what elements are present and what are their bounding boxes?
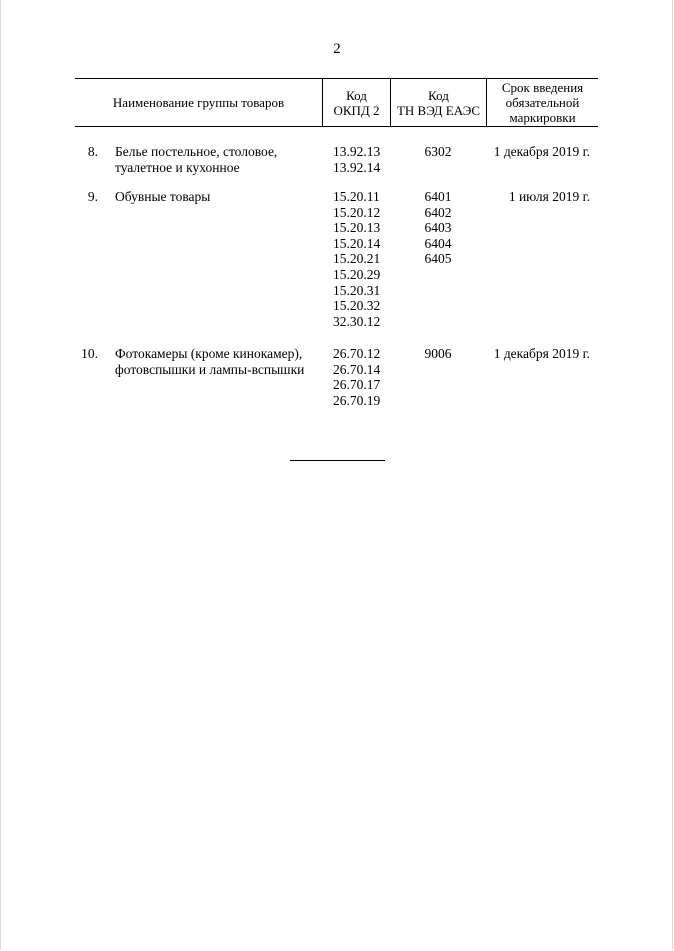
tnved-code: 6405 [424,251,452,267]
tnved-code: 6404 [424,235,452,251]
tnved-code: 6302 [424,144,452,159]
tnved-code: 6401 [424,189,452,204]
row-name: Белье постельное, столовое, туалетное и кухонное [115,144,278,175]
okpd-code: 15.20.21 [333,251,381,267]
row-number: 8. [87,144,98,159]
row-tnved-codes [408,189,468,267]
okpd-code: 15.20.14 [333,235,381,251]
okpd-code: 26.70.14 [333,361,381,377]
row-name: Фотокамеры (кроме кинокамер), фотовспышки и лампы-вспышки [115,346,305,377]
header-tnved: Код ТН ВЭД ЕАЭС [396,87,481,118]
row-number: 10. [81,346,98,361]
tnved-code: 9006 [424,346,452,361]
row-okpd-codes [333,189,393,329]
row-okpd-codes [333,144,393,175]
okpd-code: 15.20.31 [333,282,381,298]
row-date: 1 декабря 2019 г. [493,346,590,361]
okpd-code: 26.70.19 [333,392,381,408]
tnved-code: 6403 [424,220,452,236]
header-name: Наименование группы товаров [112,95,285,110]
okpd-code: 13.92.13 [333,144,381,159]
closing-rule [290,460,385,461]
row-date: 1 июля 2019 г. [508,189,590,204]
okpd-code: 26.70.12 [333,346,381,361]
header-okpd: Код ОКПД 2 [333,87,380,118]
table-header-rule [75,126,598,127]
header-date: Срок введения обязательной маркировки [501,80,584,125]
row-tnved-codes [408,346,468,362]
okpd-code: 15.20.11 [333,189,380,204]
okpd-code: 32.30.12 [333,313,381,329]
okpd-code: 15.20.12 [333,204,381,220]
row-name: Обувные товары [115,189,211,204]
page-number: 2 [333,41,341,57]
okpd-code: 26.70.17 [333,377,381,393]
row-okpd-codes [333,346,393,408]
row-tnved-codes [408,144,468,160]
okpd-code: 15.20.13 [333,220,381,236]
row-number: 9. [87,189,98,204]
row-date: 1 декабря 2019 г. [493,144,590,159]
tnved-code: 6402 [424,204,452,220]
okpd-code: 15.20.32 [333,298,381,314]
okpd-code: 13.92.14 [333,159,381,175]
okpd-code: 15.20.29 [333,266,381,282]
